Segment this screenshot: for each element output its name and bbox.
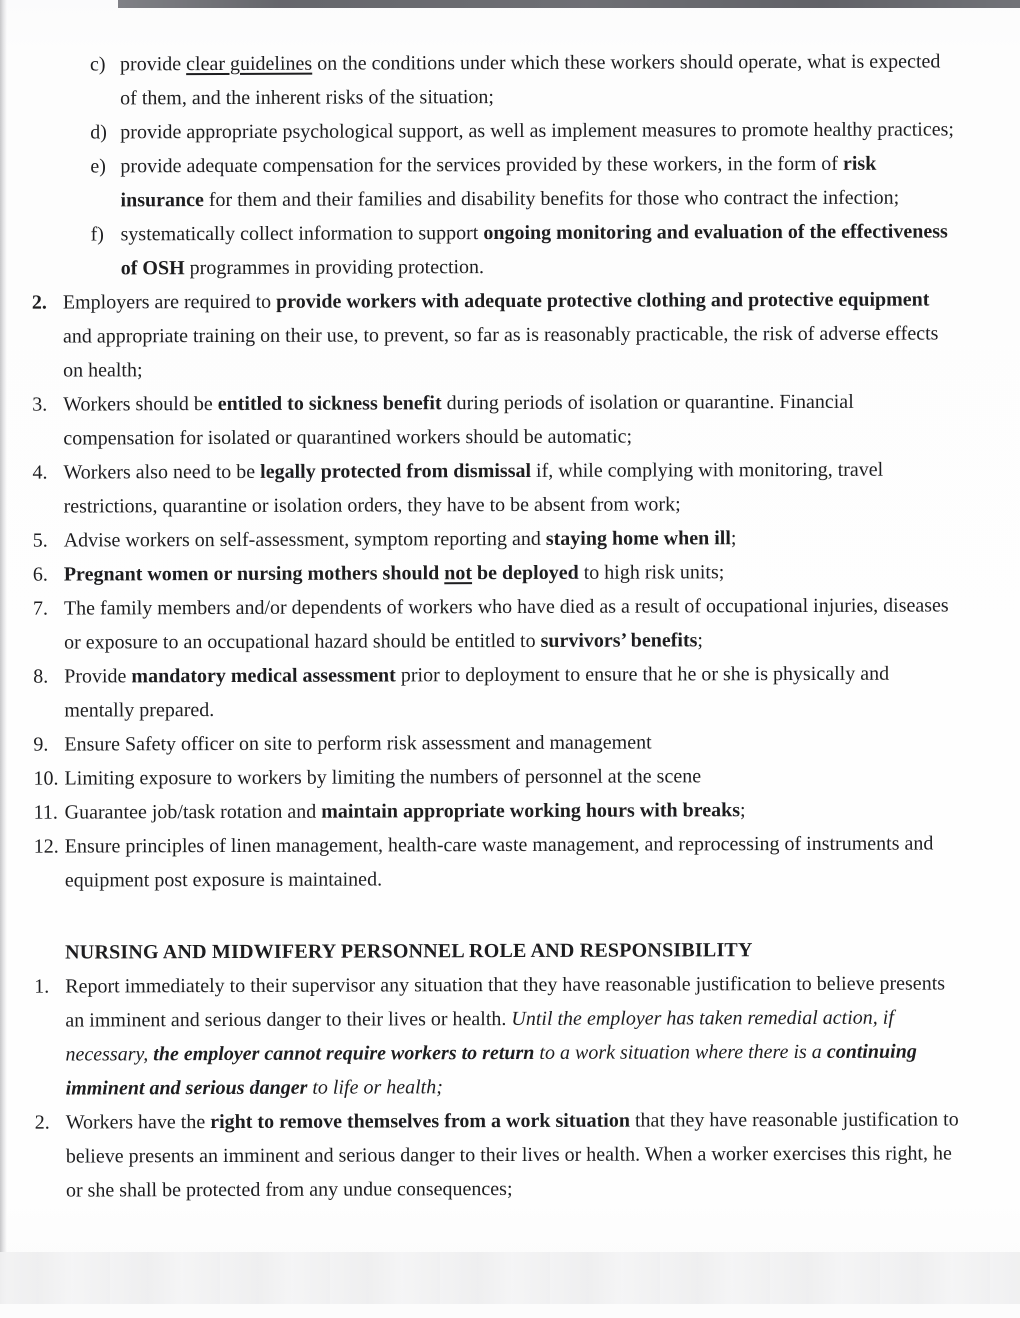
list-item bbox=[0, 520, 1020, 558]
list-item bbox=[0, 44, 1018, 116]
list-item bbox=[1, 792, 1020, 830]
list-item-text bbox=[64, 521, 737, 557]
list-item bbox=[0, 588, 1020, 660]
text-run: ; bbox=[739, 799, 746, 822]
text-run: Report immediately to their supervisor any situation that they have reasonable justification to believe presents an imminent and serious danger to their lives or health. bbox=[65, 972, 946, 1032]
text-run: maintain appropriate working hours with breaks bbox=[321, 799, 741, 823]
list-item bbox=[1, 966, 1020, 1106]
text-run: Guarantee job/task rotation and bbox=[64, 800, 322, 824]
list-marker: 5. bbox=[32, 529, 48, 552]
list-marker: 2. bbox=[31, 291, 47, 314]
text-run: Provide bbox=[64, 665, 132, 688]
list-marker: 2. bbox=[34, 1111, 50, 1134]
list-item bbox=[0, 112, 1018, 150]
text-run: mandatory medical assessment bbox=[131, 664, 396, 688]
scan-band-bottom-artifact bbox=[0, 1252, 1020, 1304]
text-run: Employers are required to bbox=[62, 290, 277, 314]
list-item-text bbox=[65, 826, 963, 897]
text-run: Workers also need to be bbox=[63, 460, 261, 484]
text-run: Workers should be bbox=[63, 393, 218, 416]
text-run: provide appropriate psychological support, as well as implement measures to promote healthy practices; bbox=[120, 118, 954, 144]
list-item-text bbox=[64, 656, 962, 727]
list-marker: 12. bbox=[33, 835, 59, 858]
list-marker: 9. bbox=[33, 733, 49, 756]
text-run: Advise workers on self-assessment, symptom reporting and bbox=[63, 527, 546, 552]
list-item bbox=[0, 452, 1020, 524]
list-marker: 8. bbox=[33, 665, 49, 688]
list-item bbox=[1, 826, 1020, 898]
text-run: staying home when ill bbox=[545, 527, 731, 550]
text-run: and appropriate training on their use, to prevent, so far as is reasonably practicable, the risk of adverse effects on health; bbox=[62, 322, 939, 382]
list-marker: 10. bbox=[33, 767, 59, 790]
list-item-text bbox=[120, 44, 958, 115]
text-run: clear guidelines bbox=[186, 52, 313, 76]
list-item bbox=[2, 1102, 1020, 1208]
list-marker: d) bbox=[90, 121, 107, 144]
list-marker: f) bbox=[90, 223, 104, 246]
nursing-responsibility-list bbox=[1, 966, 1020, 1208]
text-run: the employer cannot require workers to return bbox=[153, 1041, 535, 1066]
list-item bbox=[0, 282, 1019, 388]
text-run: to life or health; bbox=[307, 1076, 443, 1099]
list-item-text bbox=[63, 384, 961, 455]
list-item bbox=[0, 724, 1020, 762]
text-run: ; bbox=[697, 629, 704, 652]
list-item bbox=[0, 656, 1020, 728]
text-run: provide bbox=[119, 53, 187, 76]
text-run: entitled to sickness benefit bbox=[217, 392, 442, 416]
list-item-text bbox=[65, 966, 963, 1105]
list-item-text bbox=[63, 282, 961, 387]
text-run: during periods of isolation or quarantine. Financial compensation for isolated or quarantined workers should be automatic; bbox=[63, 390, 854, 450]
scan-band-bottom-white-artifact bbox=[0, 1304, 1020, 1318]
text-run: provide adequate compensation for the services provided by these workers, in the form of bbox=[120, 152, 843, 178]
text-run: programmes in providing protection. bbox=[184, 256, 485, 280]
list-item bbox=[0, 758, 1020, 796]
text-run: not bbox=[444, 562, 473, 585]
list-marker: 11. bbox=[33, 801, 58, 824]
text-run: for them and their families and disability benefits for those who contract the infection; bbox=[203, 186, 900, 212]
text-run: right to remove themselves from a work situation bbox=[210, 1109, 630, 1134]
list-marker: 7. bbox=[32, 597, 48, 620]
text-run: if, while complying with monitoring, travel restrictions, quarantine or isolation orders, they have to be absent from work; bbox=[63, 458, 884, 518]
text-run: survivors’ benefits bbox=[540, 629, 698, 652]
text-run: that they have reasonable justification to believe presents an imminent and serious danger to their lives or health. When a worker exercises this right, he or she shall be protected from any undue consequences; bbox=[65, 1108, 959, 1202]
text-run: to a work situation where there is a bbox=[534, 1040, 827, 1064]
text-run: systematically collect information to support bbox=[120, 222, 484, 246]
list-marker: 1. bbox=[34, 975, 50, 998]
list-item-text bbox=[63, 452, 961, 523]
text-run: legally protected from dismissal bbox=[260, 459, 532, 483]
section-heading: NURSING AND MIDWIFERY PERSONNEL ROLE AND RESPONSIBILITY bbox=[65, 939, 753, 964]
list-marker: 4. bbox=[32, 461, 48, 484]
list-item-text bbox=[120, 146, 958, 217]
lettered-sublist bbox=[0, 44, 1019, 286]
text-run: ongoing monitoring and evaluation of the effectiveness of OSH bbox=[120, 220, 948, 280]
text-run: ; bbox=[730, 527, 737, 550]
text-run: continuing imminent and serious danger bbox=[65, 1040, 917, 1100]
text-run: risk insurance bbox=[120, 152, 877, 212]
list-item-text bbox=[64, 759, 701, 795]
list-marker: c) bbox=[89, 53, 106, 76]
text-run: The family members and/or dependents of workers who have died as a result of occupational injuries, diseases or exposure to an occupational hazard should be entitled to bbox=[63, 594, 949, 654]
text-run: Pregnant women or nursing mothers should bbox=[63, 562, 445, 586]
text-run: prior to deployment to ensure that he or she is physically and mentally prepared. bbox=[64, 662, 890, 722]
text-run: be deployed bbox=[471, 561, 579, 585]
list-item bbox=[0, 146, 1019, 218]
list-item-text bbox=[66, 1102, 964, 1207]
list-item-text bbox=[64, 555, 725, 591]
list-item-text bbox=[120, 112, 954, 149]
list-marker: 6. bbox=[32, 563, 48, 586]
list-item bbox=[0, 214, 1019, 286]
text-run: Ensure principles of linen management, health-care waste management, and reprocessing of instruments and equipment post exposure is maintained. bbox=[64, 832, 934, 892]
text-run: provide workers with adequate protective clothing and protective equipment bbox=[276, 288, 930, 313]
text-run: Limiting exposure to workers by limiting the numbers of personnel at the scene bbox=[64, 765, 702, 790]
document-text-block bbox=[0, 44, 1020, 1208]
list-item-text bbox=[65, 793, 746, 829]
text-run: to high risk units; bbox=[578, 561, 725, 584]
list-item-text bbox=[64, 726, 651, 762]
text-run: Workers have the bbox=[65, 1111, 211, 1134]
text-run: Until the employer has taken remedial action, if necessary, bbox=[65, 1006, 894, 1066]
text-run: on the conditions under which these workers should operate, what is expected of them, and the inherent risks of the situation; bbox=[120, 50, 941, 110]
list-item bbox=[0, 554, 1020, 592]
text-run: Ensure Safety officer on site to perform risk assessment and management bbox=[64, 731, 652, 756]
list-item-text bbox=[121, 214, 959, 285]
scan-strip-top-artifact bbox=[118, 0, 1020, 8]
employer-requirements-list bbox=[0, 282, 1020, 898]
list-item bbox=[0, 384, 1019, 456]
list-marker: e) bbox=[90, 155, 106, 178]
list-marker: 3. bbox=[32, 393, 48, 416]
list-item-text bbox=[64, 588, 962, 659]
